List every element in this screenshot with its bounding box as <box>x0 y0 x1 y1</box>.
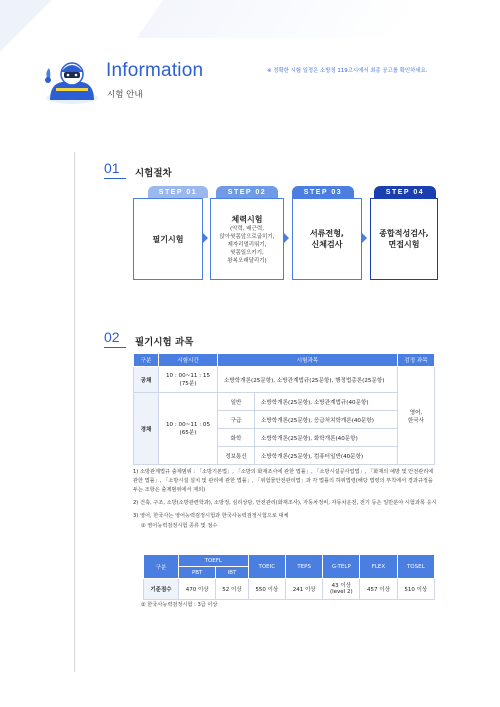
table-row-label: 기준점수 <box>144 579 179 600</box>
exam-time: 10 : 00~11 : 05 <box>165 421 211 428</box>
table-cell-subject: 소방학개론(25문항), 소방관계법규(25문항), 행정법총론(25문항) <box>218 367 398 393</box>
score-cell: 457 이상 <box>360 579 397 600</box>
step-2-detail: 왕복오래달리기) <box>227 257 267 264</box>
table-cell-time <box>159 393 218 465</box>
step-arrow-icon <box>284 233 289 243</box>
step-box-3 <box>292 198 362 280</box>
header-band-decoration <box>137 0 424 38</box>
table-cell-time <box>159 367 218 393</box>
table-cell-subject: 소방학개론(25문항), 화학개론(40문항) <box>255 429 398 447</box>
sub-note: ② 한국사능력검정시험 : 3급 이상 <box>141 602 218 608</box>
table-cell-field: 일반 <box>218 393 255 411</box>
step-3-label: 서류전형, <box>310 229 344 238</box>
table-header: TOSEL <box>397 555 434 579</box>
step-tab-1: STEP 01 <box>148 186 208 198</box>
table-cell-field: 화학 <box>218 429 255 447</box>
table-header: 구분 <box>144 555 179 579</box>
step-2-detail: 윗몸일으키기, <box>230 249 264 256</box>
step-box-2 <box>210 198 284 280</box>
step-box-4 <box>370 198 438 280</box>
step-1-label: 필기시험 <box>152 234 184 244</box>
exam-duration: (65분) <box>179 429 197 436</box>
score-cell: 52 이상 <box>216 579 248 600</box>
page-subtitle: 시험 안내 <box>107 90 143 100</box>
step-arrow-icon <box>203 233 208 243</box>
step-arrow-icon <box>362 233 367 243</box>
table-header: IBT <box>216 567 248 579</box>
section-title: 시험절차 <box>135 168 172 179</box>
notice-text: ※ 정확한 시험 일정은 소방청 119고시에서 최종 공고를 확인하세요. <box>267 68 428 74</box>
table-header: G-TELP <box>323 555 360 579</box>
table-header: TOEFL <box>179 555 249 567</box>
footnote-2: 2) 건축, 구조, 소방(소방관련학과), 소방정, 심리상담, 안전관리(화재조사), 자동차정비, 자동차운전, 전기 등은 일반분야 시험과목 응시 <box>133 500 437 506</box>
step-2-detail: 앉아윗몸앞으로굽히기, <box>219 233 275 240</box>
table-cell-field: 구급 <box>218 411 255 429</box>
table-cell-subject: 소방학개론(25문항), 응급처치학개론(40문항) <box>255 411 398 429</box>
table-cell-certified: 영어, 한국사 <box>398 367 435 465</box>
table-header: 시험시간 <box>159 354 218 367</box>
score-cell: 470 이상 <box>179 579 216 600</box>
section-number: 02 <box>104 329 120 345</box>
table-cell-category: 경채 <box>134 393 159 465</box>
score-cell: 550 이상 <box>248 579 285 600</box>
page-title: Information <box>106 60 204 81</box>
exam-time: 10 : 00~11 : 15 <box>165 372 211 379</box>
sub-note: ① 영어능력검정시험 종류 및 점수 <box>141 523 218 529</box>
corner-decoration <box>0 0 52 52</box>
step-tab-3: STEP 03 <box>292 186 354 198</box>
table-cell-category: 공채 <box>134 367 159 393</box>
exam-duration: (75분) <box>179 380 197 387</box>
score-cell: 43 이상 (level 2) <box>323 579 360 600</box>
table-header: FLEX <box>360 555 397 579</box>
step-tab-4: STEP 04 <box>374 186 436 198</box>
step-box-1 <box>133 198 203 280</box>
step-3-label-2: 신체검사 <box>311 240 343 249</box>
table-header: PBT <box>179 567 216 579</box>
section-title: 필기시험 과목 <box>135 337 194 348</box>
vertical-divider <box>74 152 75 672</box>
section-underline <box>104 178 126 179</box>
firefighter-mascot-icon <box>42 58 102 104</box>
step-4-label: 종합적성검사, <box>379 229 429 238</box>
table-header: TOEIC <box>248 555 285 579</box>
table-cell-subject: 소방학개론(25문항), 컴퓨터일반(40문항) <box>255 447 398 465</box>
section-underline <box>104 347 126 348</box>
section-number: 01 <box>104 160 120 176</box>
footnote-3: 3) 영어, 한국사는 영어능력검정시험과 한국사능력검정시험으로 대체 <box>133 513 289 519</box>
step-2-detail: (악력, 배근력, <box>230 225 264 232</box>
score-cell: 241 이상 <box>285 579 322 600</box>
table-cell-subject: 소방학개론(25문항), 소방관계법규(40문항) <box>255 393 398 411</box>
step-tab-2: STEP 02 <box>216 186 278 198</box>
table-header: 검정 과목 <box>398 354 435 367</box>
table-header: TEPS <box>285 555 322 579</box>
step-2-label: 체력시험 <box>231 214 263 224</box>
english-score-table <box>143 554 435 600</box>
exam-subject-table <box>133 353 435 465</box>
footnote-1: 1) 소방관계법규 출제범위 : 「소방기본법」, 「소방의 화재조사에 관한 법률」, 「소방시설공사업법」, 「화재의 예방 및 안전관리에 관한 법률」, 「소방시설 설치 및 관리에 관한 법률」, 「위험물안전관리법」과 각 법률의 하위법령(해당 법령의 부칙에서 경과규정을 두는 조항은 출제범위에서 제외) <box>133 469 434 493</box>
step-4-label-2: 면접시험 <box>388 240 420 249</box>
table-cell-field: 정보통신 <box>218 447 255 465</box>
score-cell: 510 이상 <box>397 579 434 600</box>
table-header: 구분 <box>134 354 159 367</box>
step-2-detail: 제자리멀리뛰기, <box>227 241 267 248</box>
footnotes <box>133 468 438 535</box>
table-header: 시험과목 <box>218 354 398 367</box>
